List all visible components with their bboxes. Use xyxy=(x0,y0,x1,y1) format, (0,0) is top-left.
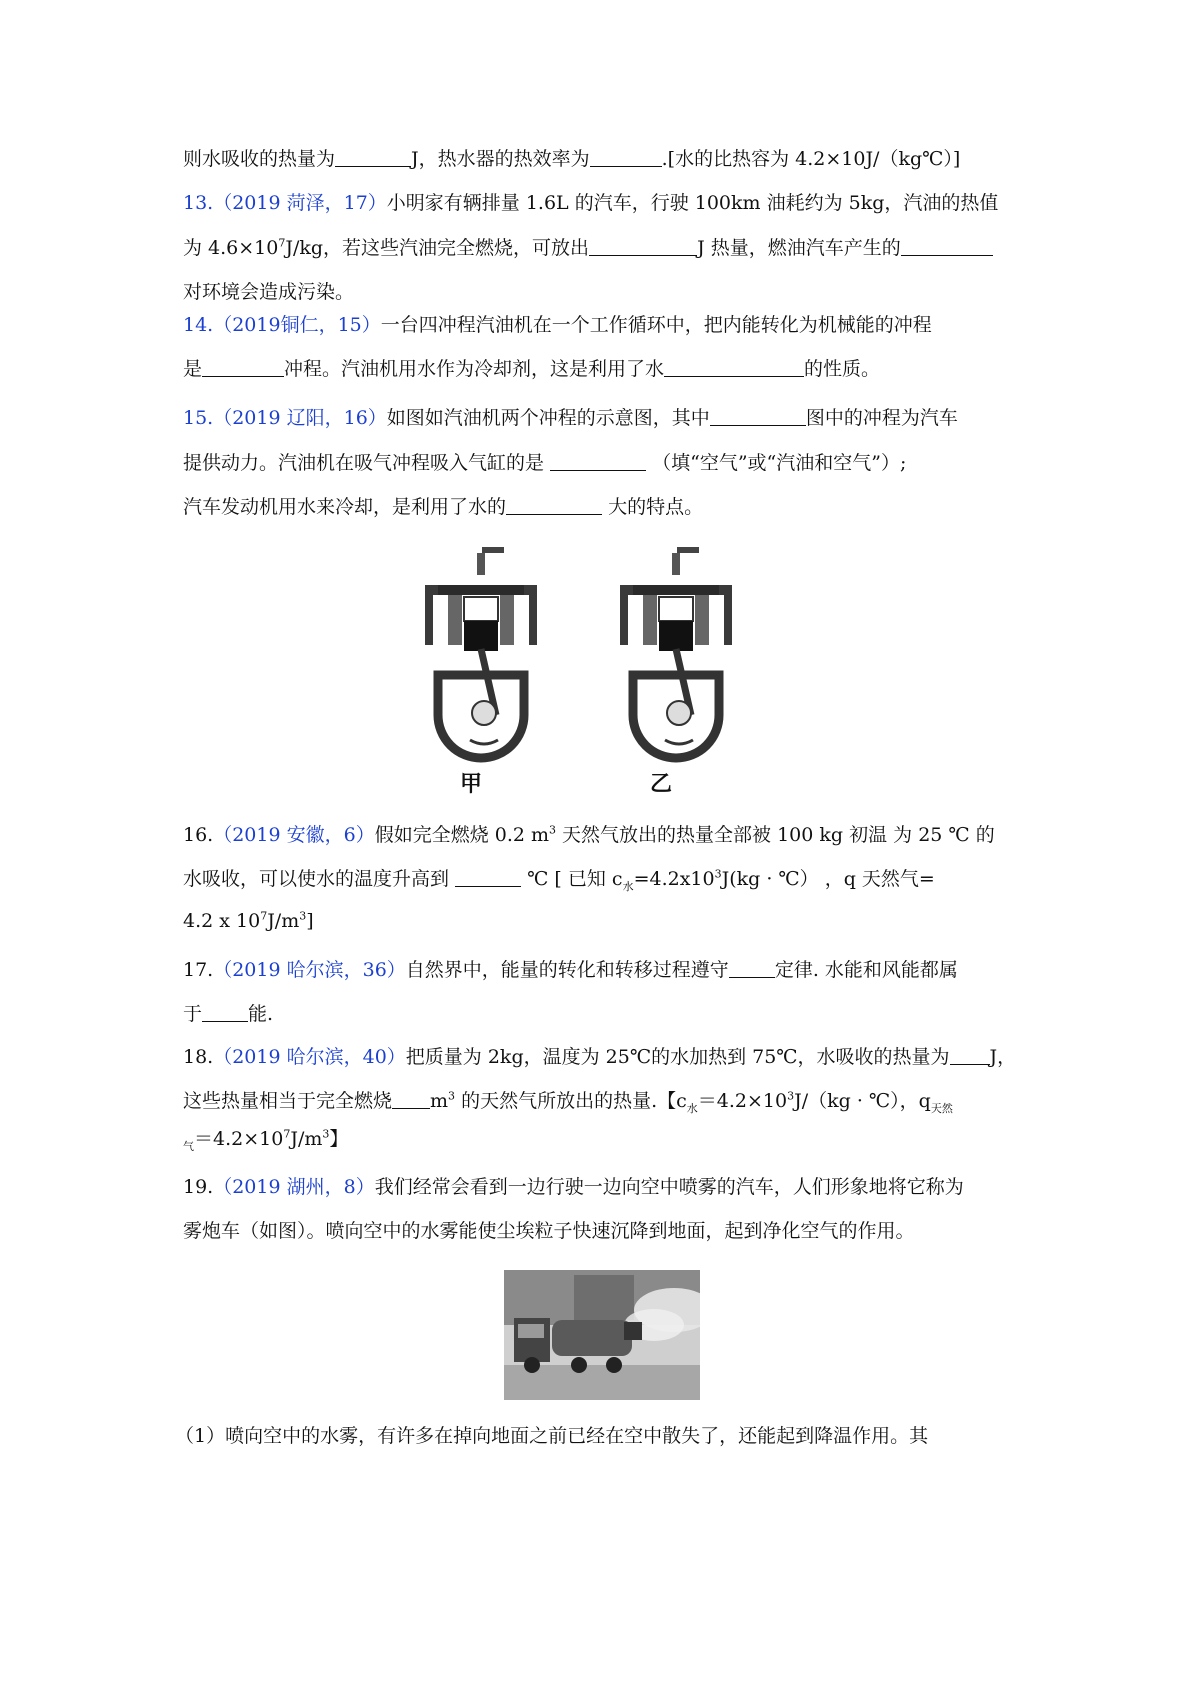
question-13-line-2: 为 $4.6\times 10^7J/kg$，若这些汽油完全燃烧，可放出 J 热量，燃油汽车产生的 xyxy=(183,235,1023,261)
fog-cannon-truck-photo xyxy=(504,1270,700,1400)
question-14-line-1: 14.（2019铜仁，15）一台四冲程汽油机在一个工作循环中，把内能转化为机械能的冲程 xyxy=(183,314,932,336)
question-source: （2019 辽阳，16） xyxy=(213,407,387,429)
question-source: （2019 湖州，8） xyxy=(213,1176,375,1198)
question-source: （2019 菏泽，17） xyxy=(213,192,387,214)
question-source: （2019 安徽，6） xyxy=(213,824,375,846)
answer-blank[interactable] xyxy=(664,358,804,377)
answer-blank[interactable] xyxy=(335,148,411,167)
engine-strokes-figure xyxy=(420,545,790,795)
answer-blank[interactable] xyxy=(710,407,806,426)
answer-blank[interactable] xyxy=(202,358,284,377)
q12-tail-line: 则水吸收的热量为 J，热水器的热效率为 .[水的比热容为 4.2×10J/（kg℃）] xyxy=(183,148,961,170)
question-17-line-2: 于 能. xyxy=(183,1003,274,1025)
question-18-line-1: 18.（2019 哈尔滨，40）把质量为 2kg，温度为 25℃的水加热到 75℃，水吸收的热量为 J， xyxy=(183,1046,1017,1068)
question-14-line-2: 是 冲程。汽油机用水作为冷却剂，这是利用了水 的性质。 xyxy=(183,358,881,380)
question-18-line-3: $_气=4.2\times 10^7J/m^3$】 xyxy=(183,1127,349,1153)
question-13-line-3: 对环境会造成污染。 xyxy=(183,281,355,303)
engine-diagram-svg xyxy=(420,545,790,765)
answer-blank[interactable] xyxy=(392,1090,430,1109)
figure-label-jia: 甲 xyxy=(460,771,483,797)
question-15-line-3: 汽车发动机用水来冷却，是利用了水的 大的特点。 xyxy=(183,496,704,518)
question-19-line-2: 雾炮车（如图）。喷向空中的水雾能使尘埃粒子快速沉降到地面，起到净化空气的作用。 xyxy=(183,1220,915,1242)
question-15-line-2: 提供动力。汽油机在吸气冲程吸入气缸的是 （填“空气”或“汽油和空气”）; xyxy=(183,452,907,474)
question-16-line-3: 4.2 x $10^7J/m^3$] xyxy=(183,909,314,932)
answer-blank[interactable] xyxy=(506,496,602,515)
answer-blank[interactable] xyxy=(729,959,775,978)
question-19-sub-1: （1）喷向空中的水雾，有许多在掉向地面之前已经在空中散失了，还能起到降温作用。其 xyxy=(175,1425,929,1447)
answer-blank[interactable] xyxy=(590,148,662,167)
question-source: （2019 哈尔滨，40） xyxy=(213,1046,406,1068)
answer-blank[interactable] xyxy=(455,868,521,887)
question-16-line-1: 16.（2019 安徽，6）假如完全燃烧 0.2 $m^3$ 天然气放出的热量全部被 100 kg 初温 为 25 ℃ 的 xyxy=(183,823,995,846)
figure-label-yi: 乙 xyxy=(650,771,673,797)
question-13-line-1: 13.（2019 菏泽，17）小明家有辆排量 1.6L 的汽车，行驶 100km 油耗约为 5kg，汽油的热值 xyxy=(183,192,999,214)
answer-blank[interactable] xyxy=(550,452,646,471)
answer-blank[interactable] xyxy=(901,237,993,256)
question-source: （2019铜仁，15） xyxy=(213,314,381,336)
question-15-line-1: 15.（2019 辽阳，16）如图如汽油机两个冲程的示意图，其中 图中的冲程为汽车 xyxy=(183,407,958,429)
question-source: （2019 哈尔滨，36） xyxy=(213,959,406,981)
question-19-line-1: 19.（2019 湖州，8）我们经常会看到一边行驶一边向空中喷雾的汽车，人们形象地将它称为 xyxy=(183,1176,964,1198)
answer-blank[interactable] xyxy=(202,1003,248,1022)
answer-blank[interactable] xyxy=(950,1046,990,1065)
question-18-line-2: 这些热量相当于完全燃烧 $m^3$ 的天然气所放出的热量.【$c_水=4.2\times 10^3J/(kg$ · ℃），$q_{天然}$ xyxy=(183,1089,953,1115)
truck-illustration-svg xyxy=(504,1270,700,1400)
question-17-line-1: 17.（2019 哈尔滨，36）自然界中，能量的转化和转移过程遵守 定律. 水能和风能都属 xyxy=(183,959,958,981)
answer-blank[interactable] xyxy=(589,237,697,256)
question-16-line-2: 水吸收，可以使水的温度升高到 ℃ [ 已知 $c_水=4.2x10^3J(kg$ · ℃） ，q 天然气= xyxy=(183,867,935,893)
